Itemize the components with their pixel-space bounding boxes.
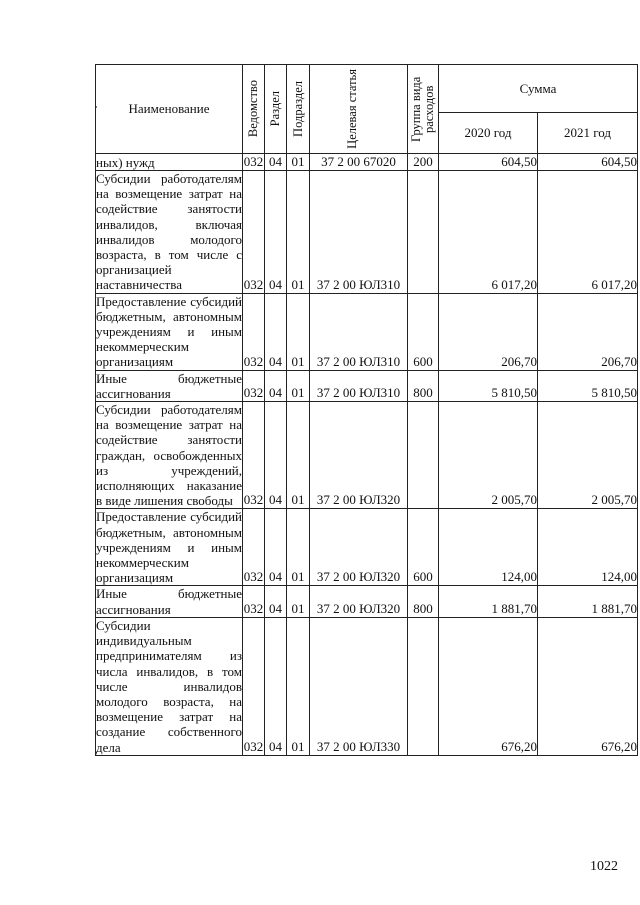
row-section: 04 (265, 293, 287, 370)
row-name: Иные бюджетные ассигнования (96, 586, 242, 617)
row-group (408, 171, 439, 294)
row-section: 04 (265, 586, 287, 617)
row-value-2021: 206,70 (538, 293, 638, 370)
header-target: Целевая статья (310, 65, 408, 154)
table-row (96, 402, 638, 509)
budget-table (95, 64, 638, 756)
row-dept: 032 (243, 154, 264, 169)
page-number: 1022 (590, 859, 618, 874)
row-name: Субсидии индивидуальным предпринимателям из числа инвалидов, в том числе инвалидов молодого возраста, на возмещение затрат на создание собственного дела (96, 617, 242, 755)
row-value-2020: 124,00 (439, 509, 538, 586)
row-name: Предоставление субсидий бюджетным, автономным учреждениям и иным некоммерческим организациям (96, 293, 242, 370)
row-name: Предоставление субсидий бюджетным, автономным учреждениям и иным некоммерческим организациям (96, 509, 242, 586)
row-dept: 032 (243, 171, 265, 294)
table-row (96, 154, 638, 171)
row-value-2021: 1 881,70 (538, 586, 638, 617)
header-year-2021: 2021 год (538, 113, 638, 154)
row-value-2020: 206,70 (439, 293, 538, 370)
table-row (96, 293, 638, 370)
row-section: 04 (265, 154, 287, 171)
row-value-2021: 604,50 (538, 154, 638, 171)
row-section: 04 (265, 171, 287, 294)
row-value-2021: 2 005,70 (538, 402, 638, 509)
header-subsection: Подраздел (287, 65, 310, 154)
row-group: 200 (408, 154, 439, 171)
row-value-2020: 5 810,50 (439, 370, 538, 401)
header-group: Группа вида расходов (408, 65, 439, 154)
row-dept: 032 (243, 293, 265, 370)
row-subsection: 01 (287, 171, 310, 294)
row-section: 04 (265, 509, 287, 586)
row-group: 600 (408, 509, 439, 586)
row-dept: 032 (243, 402, 265, 509)
row-value-2020: 604,50 (439, 154, 538, 171)
row-subsection: 01 (287, 509, 310, 586)
row-target: 37 2 00 67020 (310, 154, 408, 171)
row-name: Субсидии работодателям на возмещение затрат на содействие занятости граждан, освобожденных из учреждений, исполняющих наказание в виде лишения свободы (96, 402, 242, 509)
row-group (408, 617, 439, 755)
row-dept: 032 (243, 586, 265, 617)
header-year-2020: 2020 год (439, 113, 538, 154)
table-row (96, 586, 638, 617)
table-row (96, 171, 638, 294)
row-subsection: 01 (287, 617, 310, 755)
row-subsection: 01 (287, 402, 310, 509)
row-section: 04 (265, 617, 287, 755)
table-row (96, 509, 638, 586)
row-subsection: 01 (287, 586, 310, 617)
row-target: 37 2 00 ЮЛ320 (310, 509, 408, 586)
row-target: 37 2 00 ЮЛ310 (310, 171, 408, 294)
row-subsection: 01 (287, 154, 310, 171)
row-dept: 032 (243, 617, 265, 755)
row-value-2020: 6 017,20 (439, 171, 538, 294)
row-value-2021: 5 810,50 (538, 370, 638, 401)
row-value-2020: 676,20 (439, 617, 538, 755)
row-group: 800 (408, 586, 439, 617)
row-group (408, 402, 439, 509)
row-dept: 032 (243, 370, 265, 401)
row-value-2020: 1 881,70 (439, 586, 538, 617)
header-name: Наименование (96, 65, 243, 154)
row-name: Субсидии работодателям на возмещение затрат на содействие занятости инвалидов, включая инвалидов молодого возраста, в том числе с организацией наставничества (96, 171, 242, 293)
row-target: 37 2 00 ЮЛ310 (310, 293, 408, 370)
row-value-2021: 676,20 (538, 617, 638, 755)
row-subsection: 01 (287, 293, 310, 370)
row-value-2020: 2 005,70 (439, 402, 538, 509)
table-row (96, 370, 638, 401)
row-name: ных) нужд (96, 154, 243, 171)
header-dept: Ведомство (243, 65, 265, 154)
header-section: Раздел (265, 65, 287, 154)
row-value-2021: 124,00 (538, 509, 638, 586)
row-group: 600 (408, 293, 439, 370)
row-value-2021: 6 017,20 (538, 171, 638, 294)
row-section: 04 (265, 370, 287, 401)
row-dept: 032 (243, 509, 265, 586)
row-group: 800 (408, 370, 439, 401)
row-section: 04 (265, 402, 287, 509)
row-subsection: 01 (287, 370, 310, 401)
header-sum: Сумма (439, 65, 638, 113)
table-row (96, 617, 638, 755)
row-target: 37 2 00 ЮЛ310 (310, 370, 408, 401)
row-target: 37 2 00 ЮЛ320 (310, 402, 408, 509)
row-name: Иные бюджетные ассигнования (96, 370, 242, 401)
row-target: 37 2 00 ЮЛ320 (310, 586, 408, 617)
row-target: 37 2 00 ЮЛ330 (310, 617, 408, 755)
